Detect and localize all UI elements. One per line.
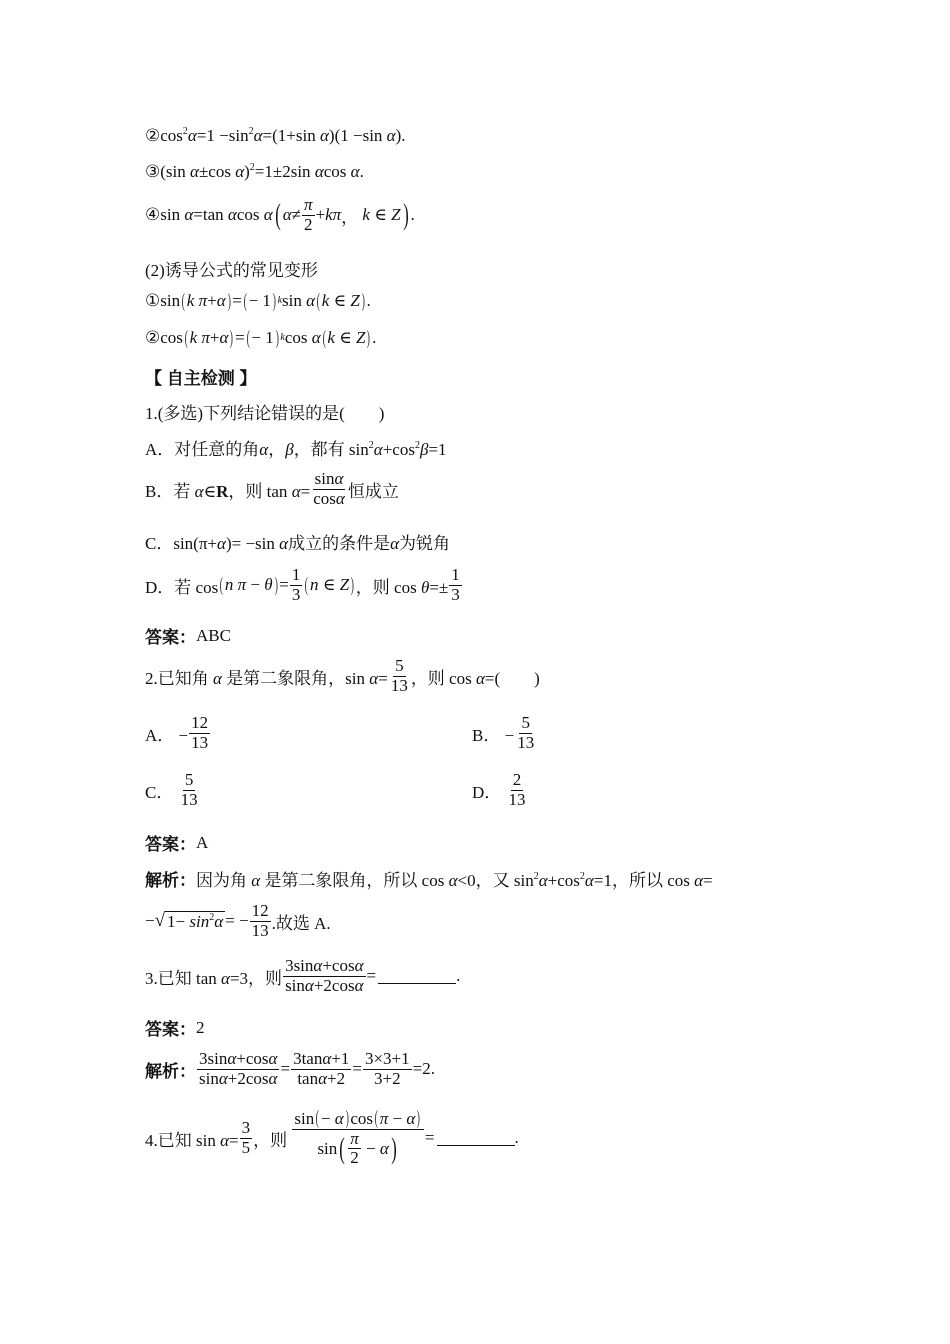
identity-4: ④sin α=tan αcos α ( α ≠ $\frac{\pi}{2}$ + k π ， k ∈ Z ) . xyxy=(145,195,415,234)
q4-answer-blank[interactable] xyxy=(437,1131,515,1146)
q1-option-d: D．若 cos ( n π − θ ) = $\frac{1}{3}$ ( n ∈ Z ) ，则 cos θ=± $\frac{1}{3}$ xyxy=(145,565,460,604)
induction-formula-1: ①sin ( k π + α ) = ( − 1 ) k sin α ( k ∈ Z ) . xyxy=(145,290,371,312)
induction-formula-2: ②cos ( k π + α ) = ( − 1 ) k cos α ( k ∈ Z ) . xyxy=(145,327,377,349)
q2-option-c: C． $\frac{5}{13}$ xyxy=(145,770,198,809)
q3-stem: 3.已知 tan α=3，则 $\frac{3\sin\alpha+\cos\alpha}{\sin\alpha+2\cos\alpha}$ = . xyxy=(145,956,461,995)
q2-analysis-1: 解析： 因为角 α 是第二象限角，所以 cos α<0，又 $\sin^2\alpha+\cos^2\alpha=1$，所以 cos α= xyxy=(145,871,713,890)
q1-option-c: C．sin(π+α)= −sin α成立的条件是α为锐角 xyxy=(145,534,451,553)
q4-stem: 4.已知 sin α= $\frac{3}{5}$ ，则 sin(− α)cos(π − α) sin ( $\frac{\pi}{2}$ − α ) = . xyxy=(145,1107,519,1168)
induction-heading: (2)诱导公式的常见变形 xyxy=(145,261,318,280)
q2-answer: 答案： A xyxy=(145,832,209,854)
q3-answer-blank[interactable] xyxy=(378,969,456,984)
q2-option-b: B． − $\frac{5}{13}$ xyxy=(472,713,535,752)
q3-analysis: 解析： $\frac{3\sin\alpha+\cos\alpha}{\sin\alpha+2\cos\alpha}$ = $\frac{3\tan\alpha+1}{\tan\alpha+2}$ = $\frac{3\times 3+1}{3+2}$ =2. xyxy=(145,1049,435,1088)
q2-option-d: D． $\frac{2}{13}$ xyxy=(472,770,526,809)
q2-stem: 2.已知角 α 是第二象限角，sin α= $\frac{5}{13}$ ，则 cos α=( ) xyxy=(145,656,540,695)
section-title: 【 自主检测 】 xyxy=(145,369,257,388)
identity-2: $②\cos^2\alpha=1 -\sin^2\alpha=(1+\sin$ α)(1 −sin α). xyxy=(145,126,406,145)
q1-option-a: A．对任意的角α，β，都有 $\sin^2\alpha+\cos^2\beta=1$ xyxy=(145,440,447,459)
q2-option-a: A． − $\frac{12}{13}$ xyxy=(145,713,209,752)
identity-3: ③(sin α±cos α)$^2$=1±2sin αcos α. xyxy=(145,162,364,181)
q3-answer: 答案： 2 xyxy=(145,1017,205,1039)
q1-stem: 1.(多选)下列结论错误的是( ) xyxy=(145,404,385,423)
q1-option-b: B．若 α∈R，则 tan α= $\frac{\sin\alpha}{\cos\alpha}$ 恒成立 xyxy=(145,469,399,508)
q1-answer: 答案： ABC xyxy=(145,625,231,647)
q2-analysis-2: − √ $1- \sin^2\alpha$ = − $\frac{12}{13}$ .故选 A. xyxy=(145,901,331,940)
